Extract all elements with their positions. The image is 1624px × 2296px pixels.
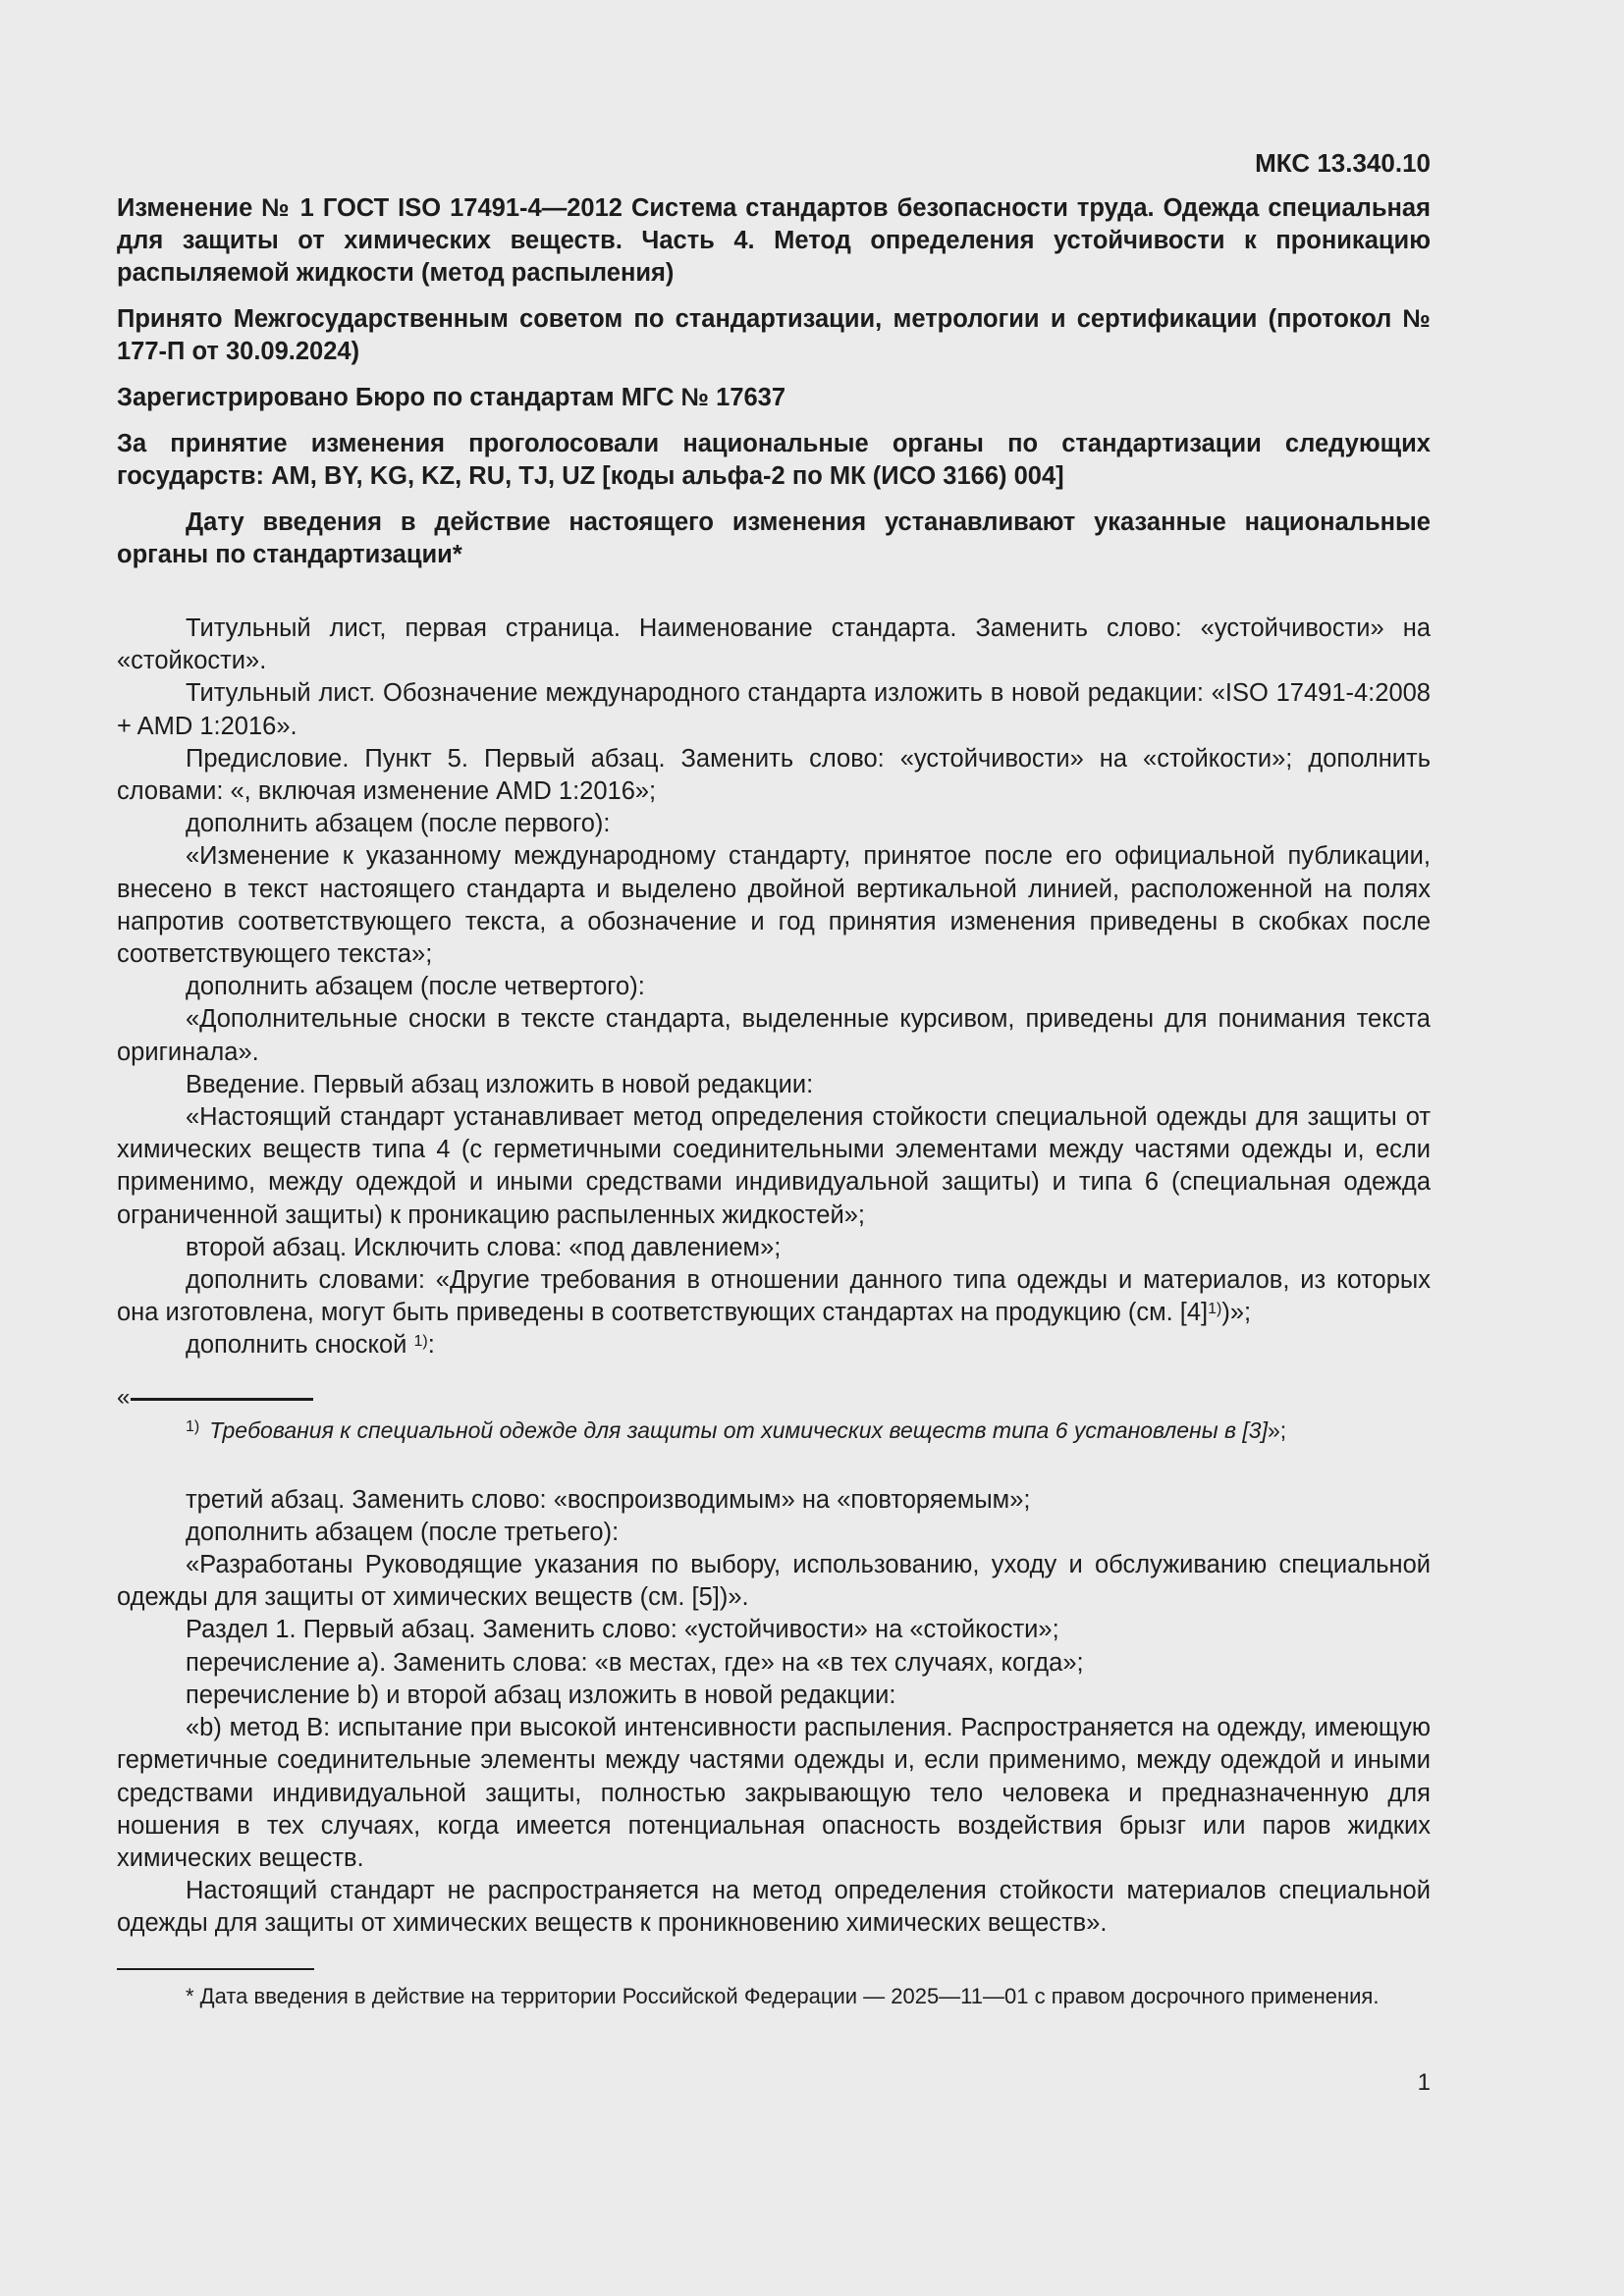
footnote-marker: 1) bbox=[1208, 1301, 1222, 1318]
effective-date-note: Дату введения в действие настоящего изменения устанавливают указанные национальные органы по стандартизации* bbox=[117, 508, 1431, 568]
page-footnote-separator bbox=[117, 1968, 314, 1970]
amendment-body bbox=[117, 613, 1431, 1362]
paragraph: «Изменение к указанному международному стандарту, принятое после его официальной публикации, внесено в текст настоящего стандарта и выделено двойной вертикальной линией, расположенной на полях напротив соответствующего текста, а обозначение и год принятия изменения приведены в скобках после соответствующего текста»; bbox=[117, 842, 1431, 969]
paragraph: Титульный лист, первая страница. Наименование стандарта. Заменить слово: «устойчивости» на «стойкости». bbox=[117, 614, 1431, 675]
paragraph: Раздел 1. Первый абзац. Заменить слово: «устойчивости» на «стойкости»; bbox=[186, 1616, 1059, 1644]
supplement-text: дополнить словами: «Другие требования в отношении данного типа одежды и материалов, из которых она изготовлена, могут быть приведены в соответствующих стандартах на продукцию (см. [4] bbox=[117, 1266, 1431, 1327]
paragraph: дополнить абзацем (после первого): bbox=[186, 810, 611, 838]
paragraph: перечисление a). Заменить слова: «в местах, где» на «в тех случаях, когда»; bbox=[186, 1648, 1084, 1677]
page-content bbox=[117, 145, 1431, 2010]
supplement-tail: )»; bbox=[1221, 1299, 1252, 1327]
amendment-body-continued bbox=[117, 1484, 1431, 1941]
paragraph-supplement bbox=[117, 1264, 1431, 1329]
amendment-title: Изменение № 1 ГОСТ ISO 17491-4—2012 Система стандартов безопасности труда. Одежда специальная для защиты от химических веществ. Часть 4. Метод определения устойчивости к проникацию распыляемой жидкости (метод распыления) bbox=[117, 194, 1431, 287]
paragraph: Титульный лист. Обозначение международного стандарта изложить в новой редакции: «ISO 17491-4:2008 + AMD 1:2016». bbox=[117, 679, 1431, 740]
footnote-tail: »; bbox=[1267, 1416, 1287, 1443]
paragraph: «Дополнительные сноски в тексте стандарта, выделенные курсивом, приведены для понимания текста оригинала». bbox=[117, 1005, 1431, 1066]
paragraph: третий абзац. Заменить слово: «воспроизводимым» на «повторяемым»; bbox=[186, 1485, 1031, 1514]
registration-note: Зарегистрировано Бюро по стандартам МГС № 17637 bbox=[117, 384, 786, 411]
footnote-marker: 1) bbox=[413, 1333, 428, 1351]
mks-code: МКС 13.340.10 bbox=[1255, 148, 1431, 178]
page-number: 1 bbox=[1417, 2069, 1431, 2096]
paragraph: Введение. Первый абзац изложить в новой редакции: bbox=[186, 1070, 814, 1098]
footnote-open-quote: « bbox=[117, 1383, 131, 1411]
footnote-ref-text: дополнить сноской bbox=[186, 1331, 414, 1360]
footnote-separator bbox=[131, 1398, 313, 1401]
page-footnote bbox=[117, 1968, 1431, 2010]
page-footnote-text: * Дата введения в действие на территории Российской Федерации — 2025—11—01 с правом досрочного применения. bbox=[186, 1983, 1380, 2008]
paragraph: «b) метод B: испытание при высокой интенсивности распыления. Распространяется на одежду, имеющую герметичные соединительные элементы между частями одежды и, если применимо, между одеждой и иными средствами индивидуальной защиты, полностью закрывающую тело человека и предназначенную для ношения в тех случаях, когда имеется потенциальная опасность воздействия брызг или паров жидких химических веществ. bbox=[117, 1714, 1431, 1872]
footnote-ref-tail: : bbox=[427, 1331, 435, 1360]
paragraph: Настоящий стандарт не распространяется на метод определения стойкости материалов специальной одежды для защиты от химических веществ к проникновению химических веществ». bbox=[117, 1877, 1431, 1938]
paragraph: второй абзац. Исключить слова: «под давлением»; bbox=[186, 1233, 782, 1261]
paragraph: Предисловие. Пункт 5. Первый абзац. Заменить слово: «устойчивости» на «стойкости»; дополнить словами: «, включая изменение AMD 1:2016»; bbox=[117, 744, 1431, 806]
paragraph-footnote-ref bbox=[117, 1329, 1431, 1362]
paragraph: «Настоящий стандарт устанавливает метод определения стойкости специальной одежды для защиты от химических веществ типа 4 (с герметичными соединительными элементами между частями одежды и, если применимо, между одеждой и иными средствами индивидуальной защиты) и типа 6 (специальная одежда ограниченной защиты) к проникацию распыленных жидкостей»; bbox=[117, 1103, 1431, 1229]
adopted-by: Принято Межгосударственным советом по стандартизации, метрологии и сертификации (протокол № 177-П от 30.09.2024) bbox=[117, 305, 1431, 365]
inline-footnote bbox=[117, 1383, 1431, 1451]
paragraph: перечисление b) и второй абзац изложить в новой редакции: bbox=[186, 1681, 896, 1709]
footnote-content bbox=[186, 1415, 1286, 1445]
voting-states: За принятие изменения проголосовали национальные органы по стандартизации следующих государств: AM, BY, KG, KZ, RU, TJ, UZ [коды альфа-2 по МК (ИСО 3166) 004] bbox=[117, 430, 1431, 490]
paragraph: дополнить абзацем (после четвертого): bbox=[186, 973, 645, 1001]
paragraph: дополнить абзацем (после третьего): bbox=[186, 1518, 620, 1546]
footnote-text: Требования к специальной одежде для защиты от химических веществ типа 6 установлены в [3] bbox=[209, 1416, 1268, 1443]
paragraph: «Разработаны Руководящие указания по выбору, использованию, уходу и обслуживанию специальной одежды для защиты от химических веществ (см. [5])». bbox=[117, 1551, 1431, 1612]
footnote-number: 1) bbox=[186, 1417, 200, 1435]
